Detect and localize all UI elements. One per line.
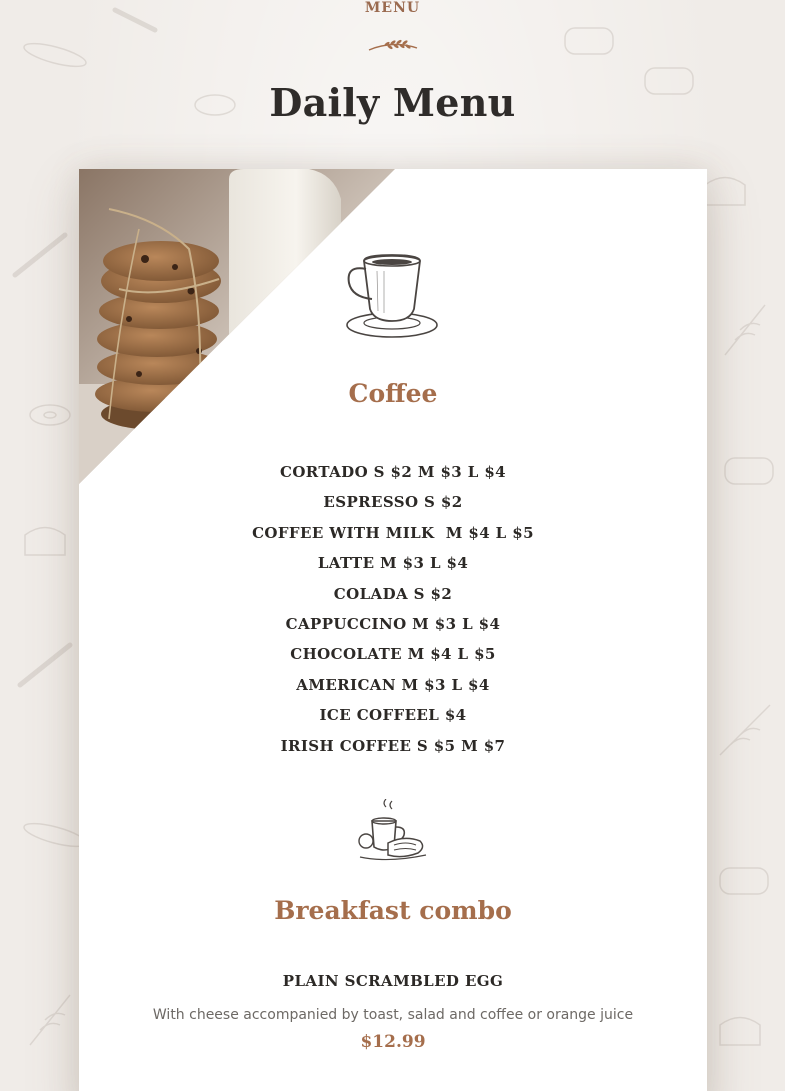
wheat-doodle-icon [715,700,775,760]
menu-item: CORTADO S $2 M $3 L $4 [280,463,506,481]
menu-item: ESPRESSO S $2 [323,493,463,512]
wheat-doodle-icon [720,300,770,360]
coffee-menu-list [79,457,707,761]
wheat-icon [367,36,419,54]
menu-eyebrow-label: MENU [364,0,421,16]
wheat-doodle-icon [25,990,75,1050]
dish-description: With cheese accompanied by toast, salad and coffee or orange juice [152,1007,634,1023]
donut-doodle-icon [25,400,75,430]
rolling-pin-doodle-icon [10,230,70,280]
bread-doodle-icon [720,450,780,490]
menu-card [79,169,707,1091]
breakfast-icon [358,799,428,865]
coffee-section-title: Coffee [348,379,438,408]
bread-doodle-icon [560,20,620,60]
menu-item: LATTE M $3 L $4 [317,554,469,573]
breakfast-section-title: Breakfast combo [274,896,512,925]
menu-item: COFFEE WITH MILK M $4 L $5 [252,523,534,542]
loaf-doodle-icon [700,170,750,210]
loaf-doodle-icon [20,520,70,560]
rolling-pin-doodle-icon [15,640,75,690]
menu-item: CHOCOLATE M $4 L $5 [290,645,496,664]
dish-name: PLAIN SCRAMBLED EGG [282,972,504,990]
dish-price: $12.99 [360,1032,426,1052]
page-title: Daily Menu [269,80,516,125]
bread-doodle-icon [715,860,775,900]
coffee-cup-icon [344,251,440,343]
menu-item: CAPPUCCINO M $3 L $4 [285,614,501,633]
baguette-doodle-icon [20,40,90,70]
loaf-doodle-icon [715,1010,765,1050]
menu-item: AMERICAN M $3 L $4 [296,675,490,694]
menu-item: COLADA S $2 [333,584,453,603]
menu-item: IRISH COFFEE S $5 M $7 [280,736,506,755]
menu-item: ICE COFFEEL $4 [319,706,467,725]
